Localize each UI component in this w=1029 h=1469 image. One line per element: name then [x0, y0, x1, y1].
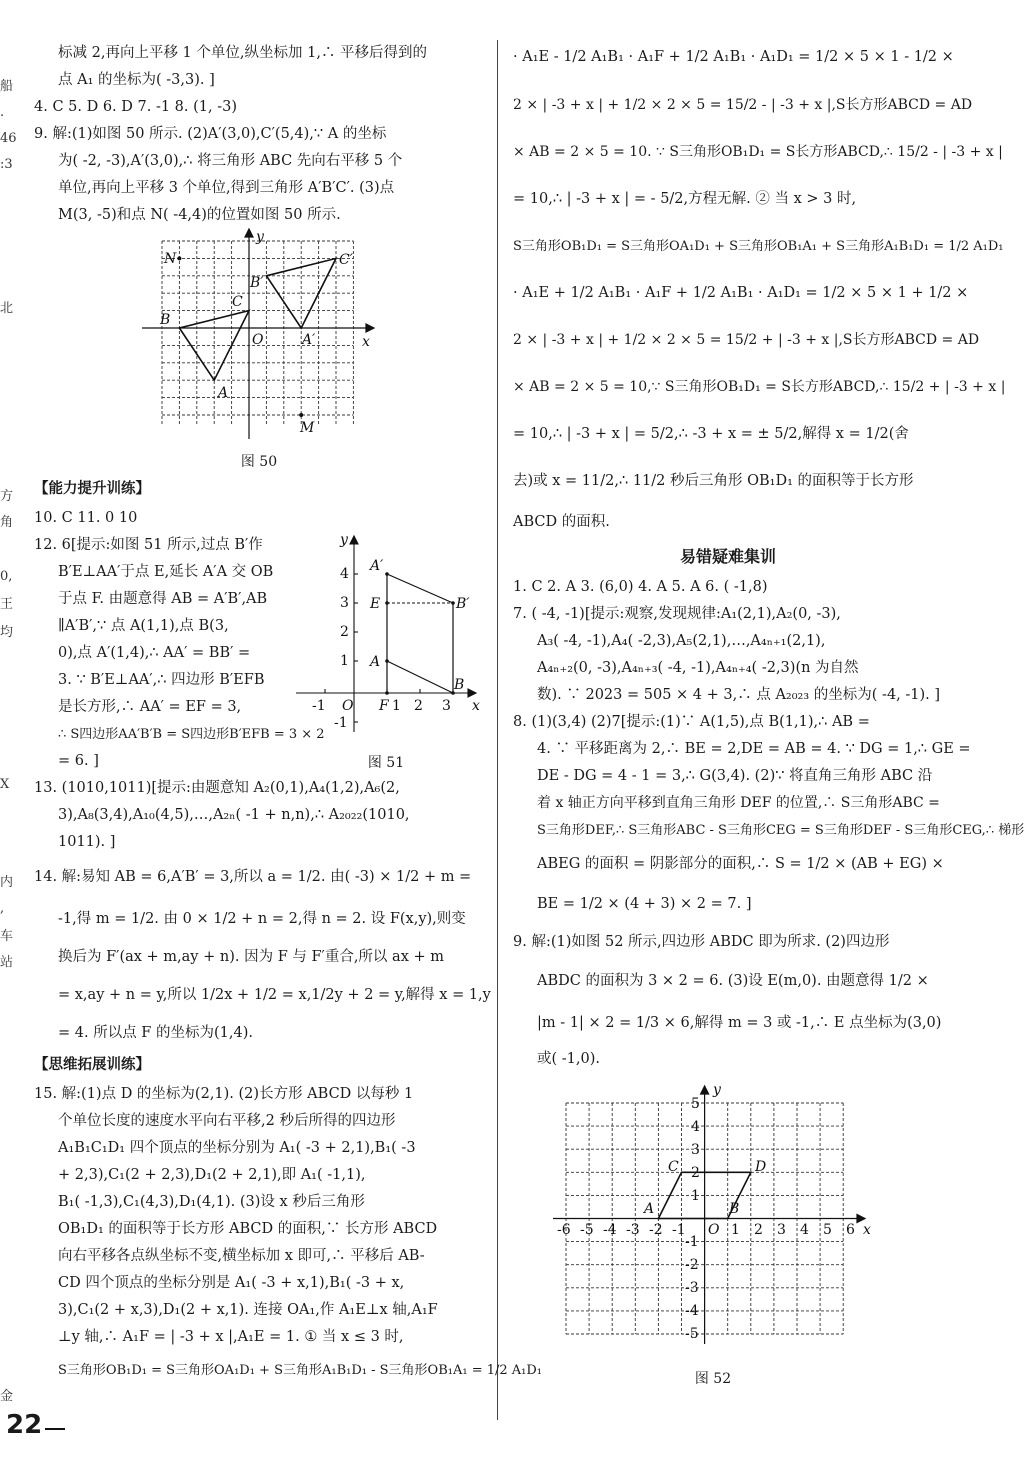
label-x: x — [472, 698, 480, 714]
q13-line: 13. (1010,1011)[提示:由题意知 A₂(0,1),A₄(1,2),A₆(2, — [34, 780, 400, 796]
label-x: x — [863, 1222, 871, 1238]
x-tick: -5 — [580, 1222, 594, 1238]
y-tick: -3 — [685, 1280, 699, 1296]
edge-fragment: 0, — [0, 569, 13, 584]
tick-x1: 1 — [392, 698, 401, 714]
y-tick: 4 — [691, 1119, 700, 1135]
q15-cont-line: S三角形OB₁D₁ = S三角形OA₁D₁ + S三角形OB₁A₁ + S三角形A₁B₁D₁ = 1/2 A₁D₁ — [513, 239, 1004, 254]
q12-line: B′E⊥AA′于点 E,延长 A′A 交 OB — [58, 564, 274, 580]
edge-fragment: 金 — [0, 1389, 14, 1404]
q9-line: 为( -2, -3),A′(3,0),∴ 将三角形 ABC 先向右平移 5 个 — [58, 153, 403, 169]
q15-line: A₁B₁C₁D₁ 四个顶点的坐标分别为 A₁( -3 + 2,1),B₁( -3 — [58, 1140, 416, 1156]
q14-line: 换后为 F′(ax + m,ay + n). 因为 F 与 F′重合,所以 ax + m — [58, 949, 444, 965]
edge-fragment: , — [0, 901, 5, 916]
label-x: x — [362, 334, 370, 350]
y-tick: -2 — [685, 1257, 699, 1273]
q9-line: 9. 解:(1)如图 50 所示. (2)A′(3,0),C′(5,4),∵ A 的坐标 — [34, 126, 387, 142]
q9-line: ABDC 的面积为 3 × 2 = 6. (3)设 E(m,0). 由题意得 1/2 × — [537, 973, 929, 989]
figure-51-caption: 图 51 — [367, 755, 405, 771]
point-n — [177, 256, 181, 260]
q15-line: + 2,3),C₁(2 + 2,3),D₁(2 + 2,1),即 A₁( -1,1), — [58, 1167, 366, 1183]
label-o: O — [342, 698, 354, 714]
label-b-prime: B′ — [456, 596, 470, 612]
figure-50-graph — [34, 229, 484, 454]
q8-line: DE - DG = 4 - 1 = 3,∴ G(3,4). (2)∵ 将直角三角形 ABC 沿 — [537, 768, 933, 784]
point-m — [299, 413, 303, 417]
x-tick: 1 — [731, 1222, 740, 1238]
tick-y2: 2 — [340, 624, 349, 640]
label-f: F — [379, 698, 389, 714]
label-a: A — [218, 385, 229, 401]
label-a: A — [370, 654, 381, 670]
x-tick-labels — [557, 1222, 855, 1238]
q7-line: A₄ₙ₊₂(0, -3),A₄ₙ₊₃( -4, -1),A₄ₙ₊₄( -2,3)(n 为自然 — [537, 660, 859, 676]
q15-cont-line: · A₁E + 1/2 A₁B₁ · A₁F + 1/2 A₁B₁ · A₁D₁ = 1/2 × 5 × 1 + 1/2 × — [513, 285, 969, 301]
figure-51-labels — [339, 532, 480, 714]
text-line: 标减 2,再向上平移 1 个单位,纵坐标加 1,∴ 平移后得到的 — [58, 45, 428, 61]
q8-line: 8. (1)(3,4) (2)7[提示:(1)∵ A(1,5),点 B(1,1),∴ AB = — [513, 714, 870, 730]
section-title-mistakes: 易错疑难集训 — [679, 547, 776, 566]
figure-51-graph — [296, 532, 486, 752]
column-divider — [497, 40, 498, 1420]
figure-52-caption: 图 52 — [694, 1371, 732, 1387]
q9-line: |m - 1| × 2 = 1/3 × 6,解得 m = 3 或 -1,∴ E 点坐标为(3,0) — [537, 1015, 942, 1031]
edge-fragment: 车 — [0, 929, 14, 944]
label-b: B — [454, 677, 465, 693]
tick-y4: 4 — [340, 566, 349, 582]
q13-line: 1011). ] — [58, 834, 116, 850]
label-y: y — [256, 229, 264, 245]
answers-10-11: 10. C 11. 0 10 — [34, 510, 138, 526]
q8-line: S三角形DEF,∴ S三角形ABC - S三角形CEG = S三角形DEF - S三角形CEG,∴ 梯形 — [537, 823, 1025, 838]
label-n: N — [164, 251, 177, 267]
label-c: C — [232, 294, 243, 310]
x-tick: -6 — [557, 1222, 571, 1238]
q15-line: 3),C₁(2 + x,3),D₁(2 + x,1). 连接 OA₁,作 A₁E⊥x 轴,A₁F — [58, 1302, 438, 1318]
q7-line: A₃( -4, -1),A₄( -2,3),A₅(2,1),…,A₄ₙ₊₁(2,1), — [537, 633, 826, 649]
q15-line: OB₁D₁ 的面积等于长方形 ABCD 的面积,∵ 长方形 ABCD — [58, 1221, 438, 1237]
tick-x2: 2 — [414, 698, 423, 714]
q14-line: = x,ay + n = y,所以 1/2x + 1/2 = x,1/2y + 2 = y,解得 x = 1,y — [58, 987, 491, 1003]
q8-line: 4. ∵ 平移距离为 2,∴ BE = 2,DE = AB = 4. ∵ DG = 1,∴ GE = — [537, 741, 971, 757]
figure-50-caption: 图 50 — [240, 454, 278, 470]
tick-x3: 3 — [442, 698, 451, 714]
q15-cont-line: = 10,∴ | -3 + x | = 5/2,∴ -3 + x = ± 5/2,解得 x = 1/2(舍 — [513, 426, 909, 442]
label-o: O — [252, 332, 264, 348]
q15-cont-line: 去)或 x = 11/2,∴ 11/2 秒后三角形 OB₁D₁ 的面积等于长方形 — [513, 473, 914, 489]
q15-line: 向右平移各点纵坐标不变,横坐标加 x 即可,∴ 平移后 AB- — [58, 1248, 425, 1264]
figure-52-graph — [513, 1082, 943, 1372]
label-o: O — [708, 1222, 720, 1238]
edge-fragment: 船 — [0, 79, 14, 94]
x-tick: 5 — [823, 1222, 832, 1238]
section-thinking: 【思维拓展训练】 — [34, 1057, 150, 1073]
q12-line: 于点 F. 由题意得 AB = A′B′,AB — [58, 591, 268, 607]
label-e: E — [370, 596, 381, 612]
q12-line: = 6. ] — [58, 753, 99, 769]
tick-y3: 3 — [340, 595, 349, 611]
q15-cont-line: 2 × | -3 + x | + 1/2 × 2 × 5 = 15/2 + | -3 + x |,S长方形ABCD = AD — [513, 332, 980, 348]
q15-line: B₁( -1,3),C₁(4,3),D₁(4,1). (3)设 x 秒后三角形 — [58, 1194, 365, 1210]
answers-4-8: 4. C 5. D 6. D 7. -1 8. (1, -3) — [34, 99, 238, 115]
left-column — [34, 40, 543, 1391]
q8-line: 着 x 轴正方向平移到直角三角形 DEF 的位置,∴ S三角形ABC = — [537, 795, 940, 811]
y-tick: -4 — [685, 1303, 699, 1319]
x-tick: -3 — [626, 1222, 640, 1238]
q15-line: 15. 解:(1)点 D 的坐标为(2,1). (2)长方形 ABCD 以每秒 1 — [34, 1086, 414, 1102]
y-tick: 3 — [691, 1142, 700, 1158]
figure-50 — [34, 229, 484, 474]
y-tick: -5 — [685, 1326, 699, 1342]
q12-line: ∥A′B′,∵ 点 A(1,1),点 B(3, — [58, 618, 229, 634]
text-line: 点 A₁ 的坐标为( -3,3). ] — [58, 72, 215, 88]
page-number: 22 — [6, 1410, 43, 1440]
q14-line: -1,得 m = 1/2. 由 0 × 1/2 + n = 2,得 n = 2. 设 F(x,y),则变 — [58, 911, 466, 927]
axes — [553, 1086, 865, 1344]
q12-line: 0),点 A′(1,4),∴ AA′ = BB′ = — [58, 645, 251, 661]
label-a: A — [644, 1201, 655, 1217]
tick-x-neg1: -1 — [312, 698, 326, 714]
edge-fragment: 内 — [0, 875, 14, 890]
label-m: M — [300, 420, 315, 436]
x-tick: -1 — [672, 1222, 686, 1238]
section-ability: 【能力提升训练】 — [34, 481, 150, 497]
q9-line: 或( -1,0). — [537, 1051, 600, 1067]
q15-cont-line: · A₁E - 1/2 A₁B₁ · A₁F + 1/2 A₁B₁ · A₁D₁ = 1/2 × 5 × 1 - 1/2 × — [513, 49, 954, 65]
edge-fragment: 方 — [0, 489, 14, 504]
q12-line: 3. ∵ B′E⊥AA′,∴ 四边形 B′EFB — [58, 672, 265, 688]
page-number-rule — [45, 1428, 65, 1430]
y-tick: 5 — [691, 1096, 700, 1112]
label-y: y — [713, 1082, 721, 1098]
q15-line: ⊥y 轴,∴ A₁F = | -3 + x |,A₁E = 1. ① 当 x ≤ 3 时, — [58, 1329, 404, 1345]
label-d: D — [755, 1159, 767, 1175]
label-c: C — [668, 1159, 679, 1175]
x-tick: 2 — [754, 1222, 763, 1238]
q8-line: ABEG 的面积 = 阴影部分的面积,∴ S = 1/2 × (AB + EG) × — [537, 856, 944, 872]
q15-cont-line: ABCD 的面积. — [513, 514, 610, 530]
edge-fragment: 王 — [0, 597, 14, 612]
edge-fragment: 均 — [0, 625, 14, 640]
edge-fragment: X — [0, 777, 10, 792]
q9-line: 9. 解:(1)如图 52 所示,四边形 ABDC 即为所求. (2)四边形 — [513, 934, 890, 950]
q9-line: 单位,再向上平移 3 个单位,得到三角形 A′B′C′. (3)点 — [58, 180, 395, 196]
edge-fragment: 46 — [0, 131, 17, 146]
q14-line: 14. 解:易知 AB = 6,A′B′ = 3,所以 a = 1/2. 由( -3) × 1/2 + m = — [34, 869, 472, 885]
edge-fragment: . — [0, 105, 5, 120]
x-tick: 3 — [777, 1222, 786, 1238]
figure-50-labels — [159, 229, 370, 436]
y-tick: -1 — [685, 1234, 699, 1250]
q13-line: 3),A₈(3,4),A₁₀(4,5),…,A₂ₙ( -1 + n,n),∴ A₂₀₂₂(1010, — [58, 807, 410, 823]
q12-line: 是长方形,∴ AA′ = EF = 3, — [58, 699, 242, 715]
y-tick: 1 — [691, 1188, 700, 1204]
q12-block — [34, 532, 484, 775]
figure-52-labels — [642, 1082, 871, 1238]
q7-line: 7. ( -4, -1)[提示:观察,发现规律:A₁(2,1),A₂(0, -3), — [513, 606, 841, 622]
q15-cont-line: × AB = 2 × 5 = 10. ∵ S三角形OB₁D₁ = S长方形ABCD,∴ 15/2 - | -3 + x | — [513, 144, 1003, 160]
x-tick: 6 — [846, 1222, 855, 1238]
tick-y1: 1 — [340, 653, 349, 669]
label-b-prime: B′ — [250, 275, 264, 291]
label-a-prime: A′ — [302, 332, 316, 348]
edge-fragment: 角 — [0, 515, 14, 530]
q9-line: M(3, -5)和点 N( -4,4)的位置如图 50 所示. — [58, 207, 341, 223]
x-tick: 4 — [800, 1222, 809, 1238]
q15-line: S三角形OB₁D₁ = S三角形OA₁D₁ + S三角形A₁B₁D₁ - S三角形OB₁A₁ = 1/2 A₁D₁ — [58, 1363, 543, 1378]
q15-cont-line: × AB = 2 × 5 = 10,∵ S三角形OB₁D₁ = S长方形ABCD,∴ 15/2 + | -3 + x | — [513, 379, 1006, 395]
edge-fragment: 北 — [0, 301, 14, 316]
q7-line: 数). ∵ 2023 = 505 × 4 + 3,∴ 点 A₂₀₂₃ 的坐标为( -4, -1). ] — [537, 687, 941, 703]
edge-fragment: 站 — [0, 955, 14, 970]
label-a-prime: A′ — [370, 558, 384, 574]
figure-52 — [513, 1082, 943, 1392]
label-b: B — [160, 312, 171, 328]
q15-line: CD 四个顶点的坐标分别是 A₁( -3 + x,1),B₁( -3 + x, — [58, 1275, 405, 1291]
x-tick: -2 — [649, 1222, 663, 1238]
label-b: B — [729, 1201, 740, 1217]
q12-line: 12. 6[提示:如图 51 所示,过点 B′作 — [34, 537, 263, 553]
edge-fragment: :3 — [0, 157, 13, 172]
q12-line: ∴ S四边形AA′B′B = S四边形B′EFB = 3 × 2 — [58, 727, 325, 742]
quadrilateral — [387, 574, 453, 693]
figure-51 — [296, 532, 486, 775]
q14-line: = 4. 所以点 F 的坐标为(1,4). — [58, 1025, 253, 1041]
right-column — [513, 40, 1025, 1392]
y-tick: 2 — [691, 1165, 700, 1181]
q8-line: BE = 1/2 × (4 + 3) × 2 = 7. ] — [537, 896, 752, 912]
q15-cont-line: = 10,∴ | -3 + x | = - 5/2,方程无解. ② 当 x > 3 时, — [513, 191, 857, 207]
points — [177, 256, 303, 417]
label-c-prime: C′ — [339, 252, 353, 268]
q15-line: 个单位长度的速度水平向右平移,2 秒后所得的四边形 — [58, 1113, 396, 1129]
answers-1-6: 1. C 2. A 3. (6,0) 4. A 5. A 6. ( -1,8) — [513, 579, 768, 595]
tick-y-neg1: -1 — [334, 715, 348, 731]
q15-cont-line: 2 × | -3 + x | + 1/2 × 2 × 5 = 15/2 - | -3 + x |,S长方形ABCD = AD — [513, 97, 973, 113]
x-tick: -4 — [603, 1222, 617, 1238]
label-y: y — [340, 532, 348, 548]
